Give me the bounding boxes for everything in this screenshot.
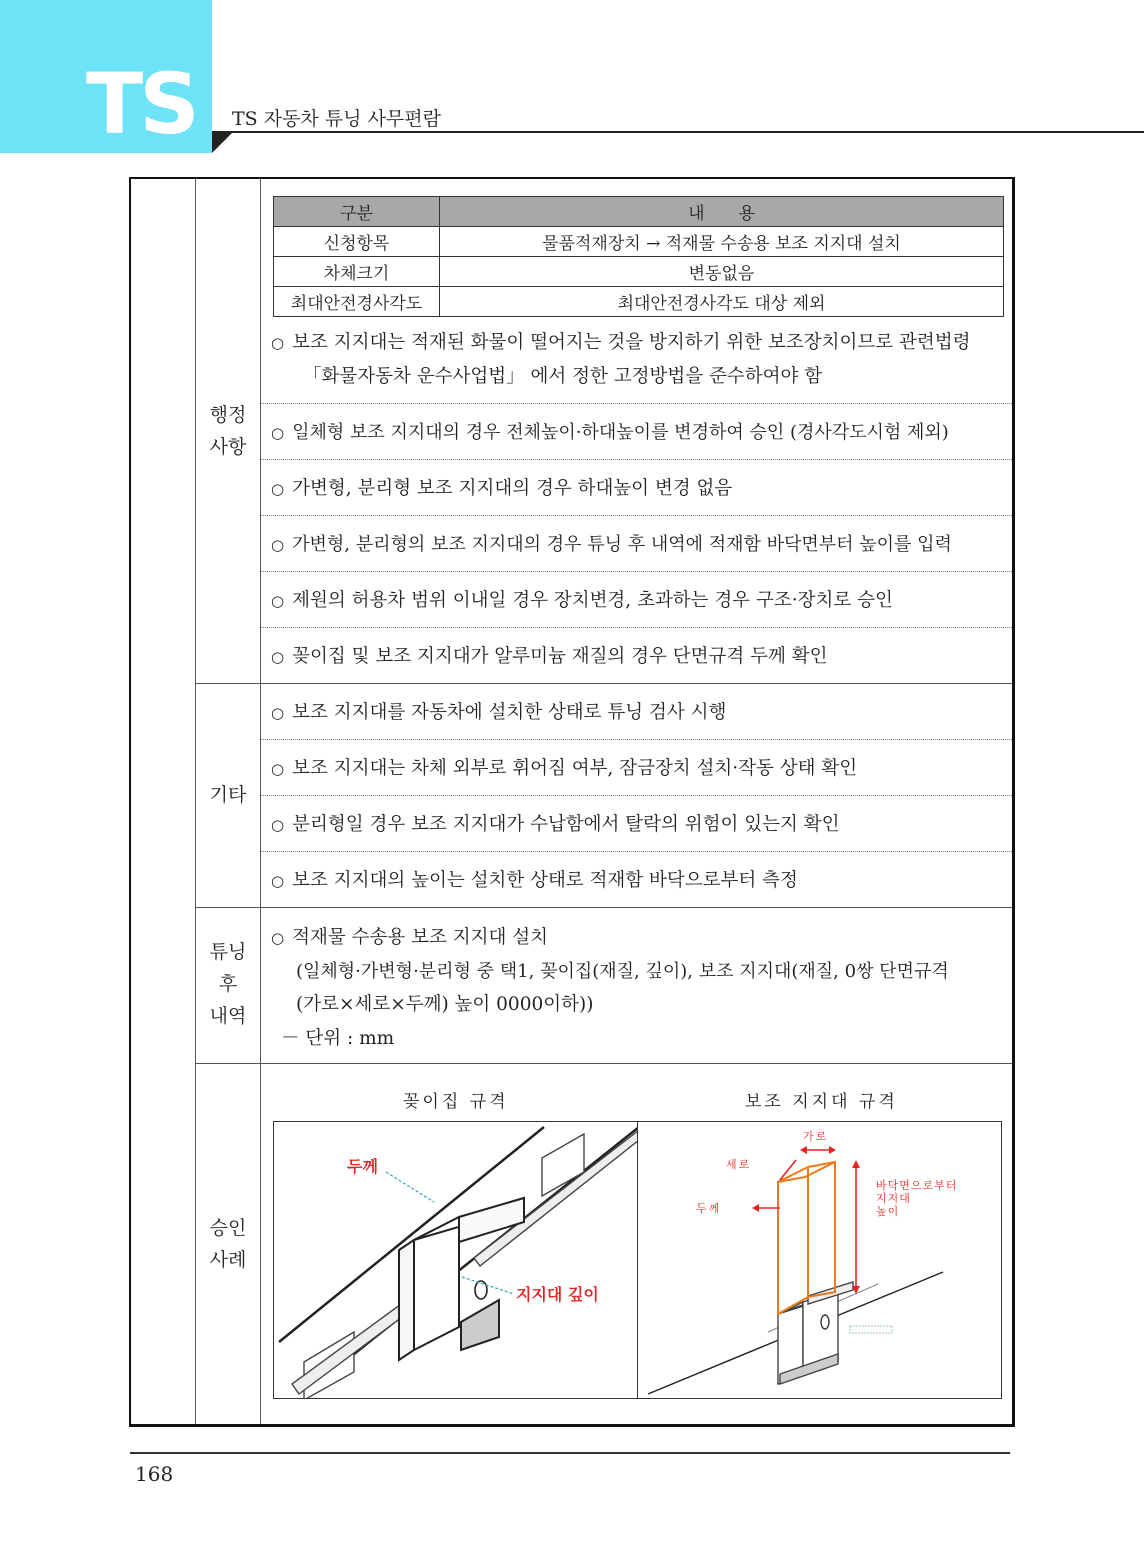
section-divider: [195, 907, 1012, 908]
circle-bullet-icon: ○: [271, 424, 285, 442]
list-item: ○ 가변형, 분리형의 보조 지지대의 경우 튜닝 후 내역에 적재함 바닥면부터 높이를 입력: [271, 534, 952, 555]
list-item: ○ 보조 지지대를 자동차에 설치한 상태로 튜닝 검사 시행: [271, 702, 727, 723]
image-caption-right: 보조 지지대 규격: [745, 1092, 898, 1112]
page-number: 168: [135, 1462, 174, 1486]
circle-bullet-icon: ○: [271, 334, 285, 352]
row-divider: [261, 739, 1012, 740]
circle-bullet-icon: ○: [271, 536, 285, 554]
logo-block: [0, 0, 212, 153]
circle-bullet-icon: ○: [271, 592, 285, 610]
section-label-etc: 기타: [209, 784, 247, 806]
section-divider: [195, 683, 1012, 684]
circle-bullet-icon: ○: [271, 929, 285, 947]
callout-box: [850, 1326, 892, 1333]
row-divider: [261, 795, 1012, 796]
row-divider: [261, 403, 1012, 404]
socket-diagram: [274, 1122, 638, 1399]
list-item-continuation: (일체형·가변형·분리형 중 택1, 꽂이집(재질, 깊이), 보조 지지대(재질, 0쌍 단면규격: [296, 961, 949, 982]
spec-table-row: 최대안전경사각도 최대안전경사각도 대상 제외: [274, 287, 1004, 317]
thickness-label: 두께: [696, 1202, 722, 1215]
circle-bullet-icon: ○: [271, 872, 285, 890]
header-title: TS 자동차 튜닝 사무편람: [232, 108, 441, 130]
list-item: ○ 분리형일 경우 보조 지지대가 수납함에서 탈락의 위험이 있는지 확인: [271, 814, 840, 835]
list-item-continuation: (가로×세로×두께) 높이 0000이하)): [296, 994, 594, 1015]
unit-note: － 단위 : mm: [281, 1028, 395, 1049]
circle-bullet-icon: ○: [271, 480, 285, 498]
row-divider: [261, 515, 1012, 516]
list-item: ○ 보조 지지대의 높이는 설치한 상태로 적재함 바닥으로부터 측정: [271, 870, 798, 891]
circle-bullet-icon: ○: [271, 648, 285, 666]
list-item: ○ 적재물 수송용 보조 지지대 설치: [271, 927, 548, 948]
row-divider: [261, 851, 1012, 852]
support-spec-image: [637, 1121, 1002, 1399]
row-divider: [261, 571, 1012, 572]
header-rule: [212, 131, 1144, 133]
depth-label: 지지대 깊이: [516, 1285, 599, 1304]
circle-bullet-icon: ○: [271, 816, 285, 834]
height-label-line3: 높이: [876, 1205, 900, 1218]
length-label: 세로: [726, 1158, 752, 1171]
support-diagram: [638, 1122, 1002, 1399]
spec-table-row: 차체크기 변동없음: [274, 257, 1004, 287]
list-item: ○ 꽂이집 및 보조 지지대가 알루미늄 재질의 경우 단면규격 두께 확인: [271, 646, 828, 667]
row-divider: [261, 627, 1012, 628]
section-divider: [195, 1063, 1012, 1064]
socket-spec-image: [273, 1121, 638, 1399]
list-item: ○ 일체형 보조 지지대의 경우 전체높이·하대높이를 변경하여 승인 (경사각도시험 제외): [271, 422, 949, 443]
circle-bullet-icon: ○: [271, 704, 285, 722]
list-item-continuation: 「화물자동차 운수사업법」 에서 정한 고정방법을 준수하여야 함: [303, 366, 823, 387]
image-caption-left: 꽂이집 규격: [403, 1092, 509, 1112]
list-item: ○ 가변형, 분리형 보조 지지대의 경우 하대높이 변경 없음: [271, 478, 733, 499]
row-divider: [261, 459, 1012, 460]
header-wedge: [212, 131, 234, 153]
circle-bullet-icon: ○: [271, 760, 285, 778]
section-label-admin: 행정 사항: [209, 404, 247, 458]
list-item: ○ 보조 지지대는 차체 외부로 휘어짐 여부, 잠금장치 설치·작동 상태 확인: [271, 758, 858, 779]
height-label-line1: 바닥면으로부터: [876, 1179, 958, 1192]
ts-logo: TS: [86, 55, 196, 153]
content-frame: [129, 177, 1015, 1427]
section-label-after: 튜닝 후 내역: [209, 941, 247, 1027]
width-label: 가로: [803, 1130, 829, 1143]
list-item: ○ 제원의 허용차 범위 이내일 경우 장치변경, 초과하는 경우 구조·장치로 승인: [271, 590, 893, 611]
spec-table-header: 구분 내 용: [274, 197, 1004, 227]
list-item: ○ 보조 지지대는 적재된 화물이 떨어지는 것을 방지하기 위한 보조장치이므로 관련법령: [271, 332, 971, 353]
spec-table: [273, 196, 1004, 317]
spec-table-row: 신청항목 물품적재장치 → 적재물 수송용 보조 지지대 설치: [274, 227, 1004, 257]
footer-rule: [130, 1452, 1010, 1454]
thickness-label: 두께: [347, 1157, 378, 1176]
section-label-approval: 승인 사례: [209, 1217, 247, 1271]
height-label-line2: 지지대: [876, 1192, 911, 1205]
